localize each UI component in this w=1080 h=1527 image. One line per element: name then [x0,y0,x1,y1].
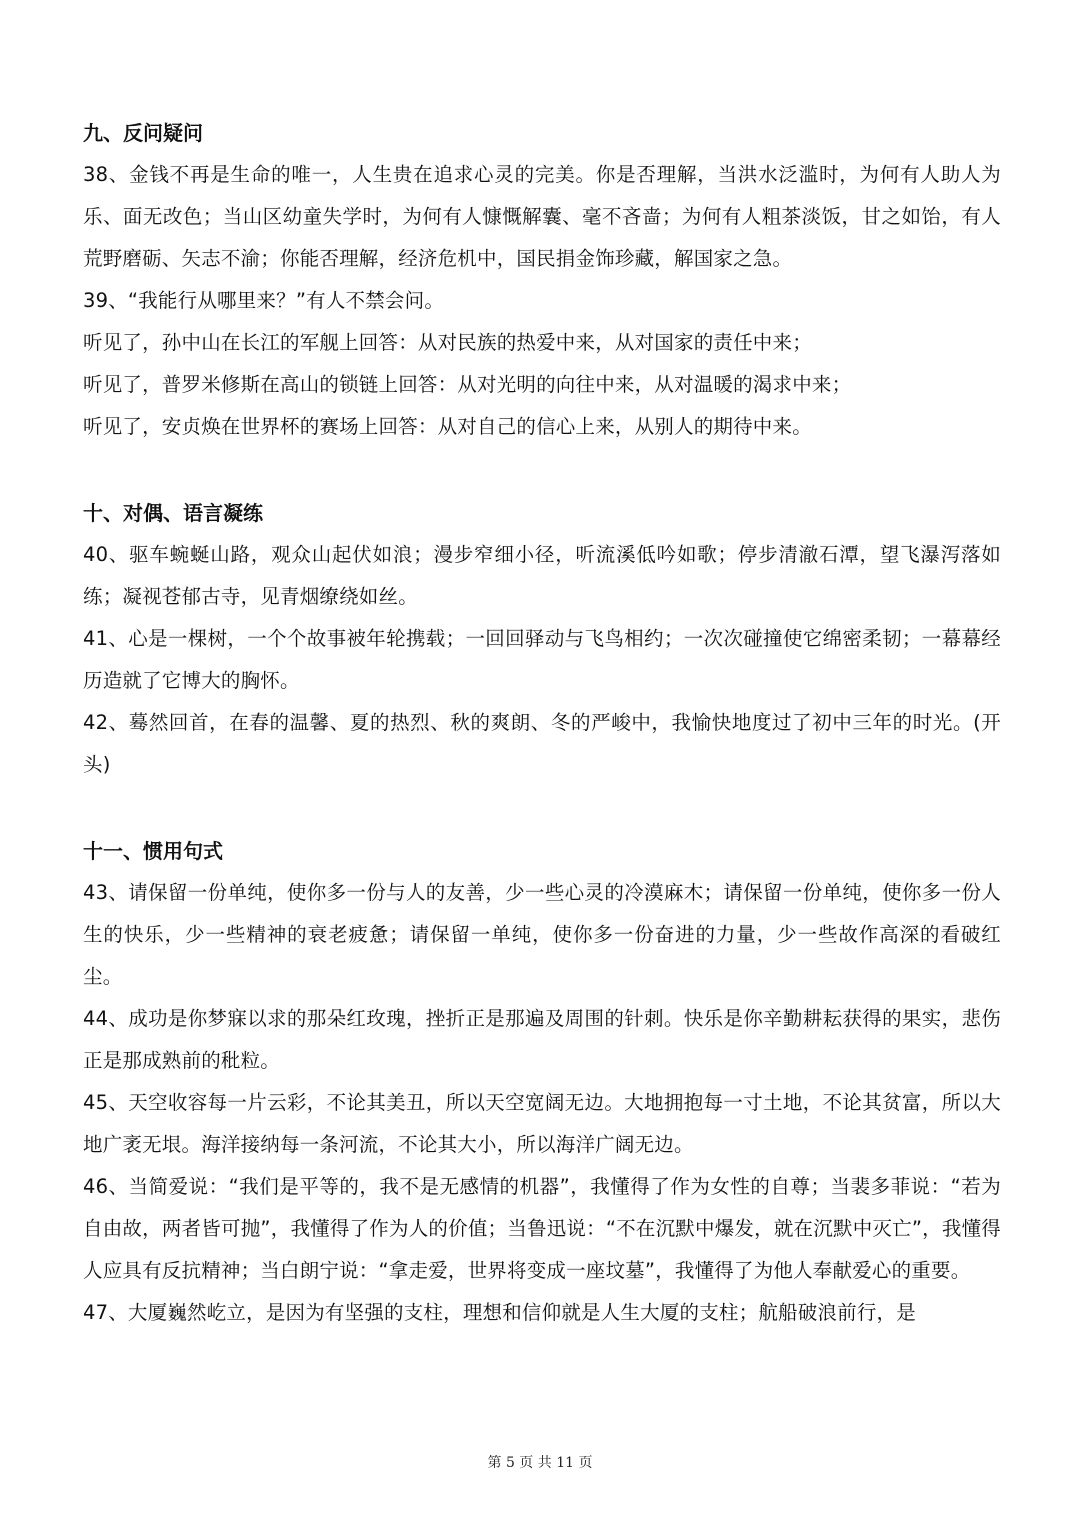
paragraph: 听见了，安贞焕在世界杯的赛场上回答：从对自己的信心上来，从别人的期待中来。 [83,415,812,438]
section-spacer [83,786,1001,830]
paragraph: 听见了，孙中山在长江的军舰上回答：从对民族的热爱中来，从对国家的责任中来； [83,331,812,354]
paragraph: 42、蓦然回首，在春的温馨、夏的热烈、秋的爽朗、冬的严峻中，我愉快地度过了初中三年的时光。(开头) [83,711,1001,776]
paragraph: 46、当简爱说：“我们是平等的，我不是无感情的机器”，我懂得了作为女性的自尊；当裴多菲说：“若为自由故，两者皆可抛”，我懂得了作为人的价值；当鲁迅说：“不在沉默中爆发，就在沉默中灭亡”，我懂得人应具有反抗精神；当白朗宁说：“拿走爱，世界将变成一座坟墓”，我懂得了为他人奉献爱心的重要。 [83,1175,1001,1282]
paragraph: 45、天空收容每一片云彩，不论其美丑，所以天空宽阔无边。大地拥抱每一寸土地，不论其贫富，所以大地广袤无垠。海洋接纳每一条河流，不论其大小，所以海洋广阔无边。 [83,1091,1001,1156]
section-title: 九、反问疑问 [83,121,203,145]
paragraph: 39、“我能行从哪里来？”有人不禁会问。 [83,289,445,312]
paragraph: 43、请保留一份单纯，使你多一份与人的友善，少一些心灵的冷漠麻木；请保留一份单纯，使你多一份人生的快乐，少一些精神的衰老疲惫；请保留一单纯，使你多一份奋进的力量，少一些故作高深的看破红尘。 [83,881,1001,988]
section-title: 十一、惯用句式 [83,839,223,863]
section-title: 十、对偶、语言凝练 [83,501,263,525]
page-content [83,112,1001,1334]
section-spacer [83,448,1001,492]
section-nine [83,112,1001,448]
paragraph: 38、金钱不再是生命的唯一，人生贵在追求心灵的完美。你是否理解，当洪水泛滥时，为何有人助人为乐、面无改色；当山区幼童失学时，为何有人慷慨解囊、毫不吝啬；为何有人粗茶淡饭，甘之如饴，有人荒野磨砺、矢志不渝；你能否理解，经济危机中，国民捐金饰珍藏，解国家之急。 [83,163,1001,270]
paragraph: 40、驱车蜿蜒山路，观众山起伏如浪；漫步窄细小径，听流溪低吟如歌；停步清澈石潭，望飞瀑泻落如练；凝视苍郁古寺，见青烟缭绕如丝。 [83,543,1001,608]
paragraph: 47、大厦巍然屹立，是因为有坚强的支柱，理想和信仰就是人生大厦的支柱；航船破浪前行，是 [83,1301,916,1324]
paragraph: 44、成功是你梦寐以求的那朵红玫瑰，挫折正是那遍及周围的针刺。快乐是你辛勤耕耘获得的果实，悲伤正是那成熟前的秕粒。 [83,1007,1001,1072]
section-ten [83,492,1001,786]
section-eleven [83,830,1001,1334]
paragraph: 41、心是一棵树，一个个故事被年轮携载；一回回驿动与飞鸟相约；一次次碰撞使它绵密柔韧；一幕幕经历造就了它博大的胸怀。 [83,627,1001,692]
paragraph: 听见了，普罗米修斯在高山的锁链上回答：从对光明的向往中来，从对温暖的渴求中来； [83,373,852,396]
page-number-footer: 第 5 页 共 11 页 [487,1455,593,1471]
